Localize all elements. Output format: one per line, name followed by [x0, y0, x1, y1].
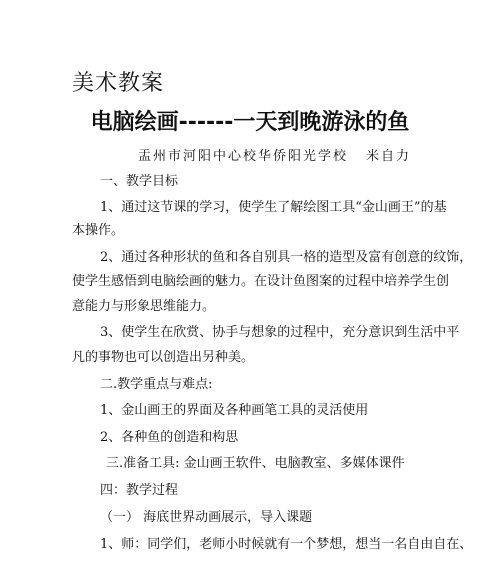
- author-line: [138, 145, 411, 164]
- paragraph-line: 意能力与形象思维能力。: [72, 299, 216, 314]
- paragraph-line: 1、通过这节课的学习，使学生了解绘图工具“金山画王”的基: [100, 200, 447, 215]
- paragraph-line: 2、通过各种形状的鱼和各自别具一格的造型及富有创意的纹饰，: [100, 250, 473, 265]
- paragraph-line: 使学生感悟到电脑绘画的魅力。在设计鱼图案的过程中培养学生创: [72, 274, 450, 289]
- paragraph-line: 凡的事物也可以创造出另种美。: [72, 350, 255, 365]
- section-heading-tools: 三.准备工具: 金山画王软件、电脑教室、多媒体课件: [106, 456, 405, 471]
- paragraph-line: 2、各种鱼的创造和构思: [100, 430, 239, 445]
- section-heading-objectives: 一、教学目标: [100, 174, 179, 189]
- school-name: 盂州市河阳中心校华侨阳光学校: [138, 149, 349, 164]
- paragraph-line: 1、金山画王的界面及各种画笔工具的灵活使用: [100, 403, 369, 418]
- paragraph-line: （一） 海底世界动画展示，导入课题: [100, 510, 313, 525]
- page-bottom-fade: [72, 557, 442, 566]
- header-label: 美术教案: [72, 71, 165, 96]
- document-title: 电脑绘画------一天到晚游泳的鱼: [90, 110, 410, 135]
- author-name: 米自力: [366, 149, 412, 164]
- section-heading-key-points: 二.教学重点与难点:: [100, 377, 213, 392]
- section-heading-process: 四：教学过程: [100, 483, 179, 498]
- paragraph-line: 1、师：同学们，老师小时候就有一个梦想，想当一名自由自在、: [100, 537, 473, 552]
- paragraph-line: 本操作。: [72, 223, 125, 238]
- paragraph-line: 3、使学生在欣赏、协手与想象的过程中，充分意识到生活中平: [100, 325, 460, 340]
